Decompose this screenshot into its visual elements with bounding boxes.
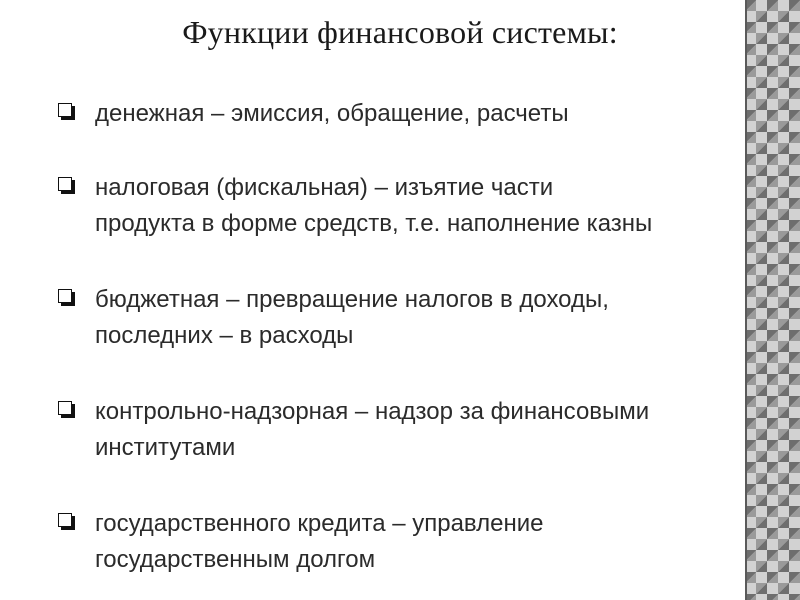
list-item-text bbox=[95, 170, 652, 242]
square-bullet-icon bbox=[58, 401, 72, 415]
list-item-line: бюджетная – превращение налогов в доходы, bbox=[95, 286, 609, 313]
square-bullet-icon bbox=[58, 513, 72, 527]
square-bullet-icon bbox=[58, 103, 72, 117]
list-item bbox=[58, 170, 748, 242]
list-item-line: налоговая (фискальная) – изъятие части bbox=[95, 174, 554, 201]
square-bullet-icon bbox=[58, 289, 72, 303]
list-item-line: продукта в форме средств, т.е. наполнение казны bbox=[95, 210, 653, 237]
list-item-line: контрольно-надзорная – надзор за финансовыми bbox=[95, 398, 650, 425]
decorative-pattern-strip bbox=[745, 0, 800, 600]
list-item bbox=[58, 394, 748, 466]
list-item-line: институтами bbox=[95, 434, 236, 461]
list-item-line: государственным долгом bbox=[95, 546, 376, 573]
list-item-text bbox=[95, 282, 609, 354]
list-item-text bbox=[95, 506, 543, 578]
list-item bbox=[58, 506, 748, 578]
list-item-line: денежная – эмиссия, обращение, расчеты bbox=[95, 100, 569, 127]
list-item-text bbox=[95, 96, 569, 132]
list-item-line: государственного кредита – управление bbox=[95, 510, 544, 537]
list-item-line: последних – в расходы bbox=[95, 322, 354, 349]
list-item-text bbox=[95, 394, 649, 466]
list-item bbox=[58, 96, 748, 132]
square-bullet-icon bbox=[58, 177, 72, 191]
decorative-strip-edge bbox=[745, 0, 747, 600]
slide-title: Функции финансовой системы: bbox=[182, 14, 618, 50]
list-item bbox=[58, 282, 748, 354]
